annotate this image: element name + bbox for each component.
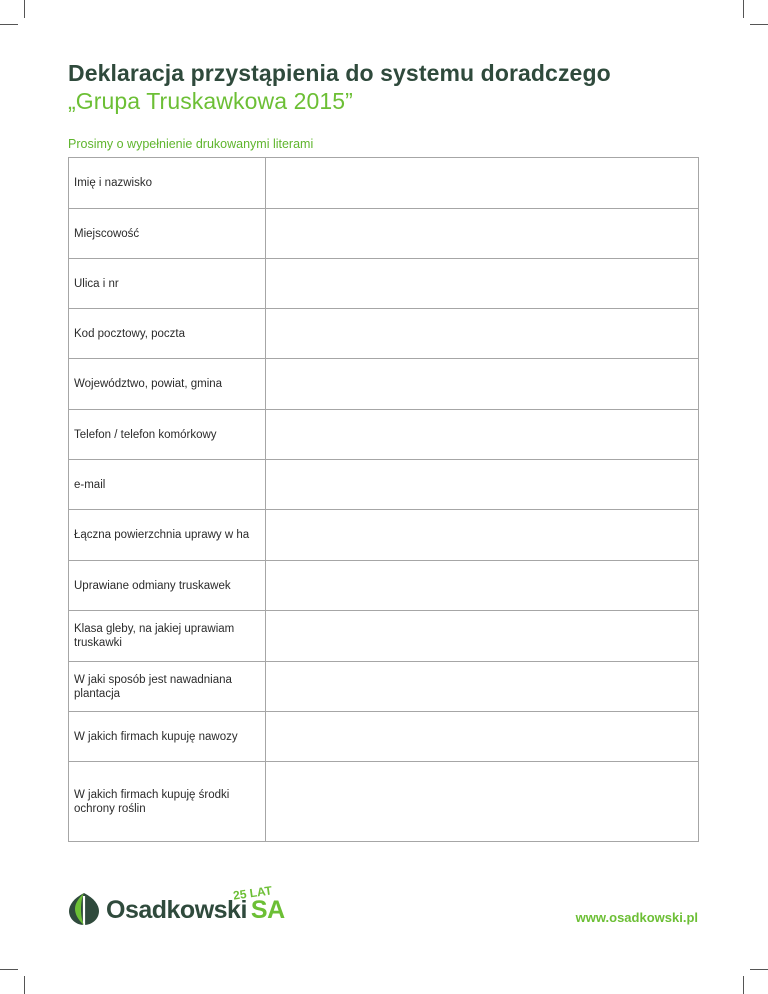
form-field-input[interactable] bbox=[266, 460, 699, 510]
form-field-input[interactable] bbox=[266, 561, 699, 611]
form-field-input[interactable] bbox=[266, 510, 699, 561]
document-subtitle: „Grupa Truskawkowa 2015” bbox=[68, 88, 353, 114]
company-logo bbox=[68, 882, 285, 930]
form-row bbox=[69, 460, 699, 510]
form-field-label: Klasa gleby, na jakiej uprawiam truskawki bbox=[69, 611, 266, 662]
form-field-input[interactable] bbox=[266, 712, 699, 762]
anniversary-badge: 25 LAT bbox=[232, 883, 273, 903]
crop-mark bbox=[24, 976, 25, 994]
form-field-label: Ulica i nr bbox=[69, 259, 266, 309]
form-field-label: Telefon / telefon komórkowy bbox=[69, 410, 266, 460]
form-row bbox=[69, 510, 699, 561]
form-field-input[interactable] bbox=[266, 309, 699, 359]
form-row bbox=[69, 158, 699, 209]
logo-name: Osadkowski bbox=[106, 896, 247, 924]
form-field-input[interactable] bbox=[266, 762, 699, 842]
website-link[interactable]: www.osadkowski.pl bbox=[575, 910, 698, 925]
crop-mark bbox=[0, 969, 18, 970]
crop-mark bbox=[750, 24, 768, 25]
leaf-icon bbox=[68, 892, 100, 926]
crop-mark bbox=[750, 969, 768, 970]
form-field-label: W jakich firmach kupuję środki ochrony roślin bbox=[69, 762, 266, 842]
form-field-input[interactable] bbox=[266, 359, 699, 410]
form-row bbox=[69, 561, 699, 611]
form-field-input[interactable] bbox=[266, 209, 699, 259]
form-field-label: Miejscowość bbox=[69, 209, 266, 259]
crop-mark bbox=[743, 0, 744, 18]
form-field-label: Uprawiane odmiany truskawek bbox=[69, 561, 266, 611]
form-row bbox=[69, 712, 699, 762]
document-title: Deklaracja przystąpienia do systemu doradczego bbox=[68, 60, 611, 86]
logo-suffix: SA bbox=[250, 896, 285, 924]
form-field-label: e-mail bbox=[69, 460, 266, 510]
form-row bbox=[69, 762, 699, 842]
crop-mark bbox=[24, 0, 25, 18]
form-row bbox=[69, 410, 699, 460]
crop-mark bbox=[743, 976, 744, 994]
form-row bbox=[69, 309, 699, 359]
form-field-label: Imię i nazwisko bbox=[69, 158, 266, 209]
crop-mark bbox=[0, 24, 18, 25]
form-field-label: Województwo, powiat, gmina bbox=[69, 359, 266, 410]
form-field-label: W jaki sposób jest nawadniana plantacja bbox=[69, 662, 266, 712]
form-field-input[interactable] bbox=[266, 410, 699, 460]
instruction-note: Prosimy o wypełnienie drukowanymi literami bbox=[68, 137, 314, 151]
form-field-label: W jakich firmach kupuję nawozy bbox=[69, 712, 266, 762]
form-field-input[interactable] bbox=[266, 158, 699, 209]
form-row bbox=[69, 662, 699, 712]
form-row bbox=[69, 611, 699, 662]
form-field-input[interactable] bbox=[266, 259, 699, 309]
form-row bbox=[69, 259, 699, 309]
form-row bbox=[69, 359, 699, 410]
form-field-label: Łączna powierzchnia uprawy w ha bbox=[69, 510, 266, 561]
form-field-label: Kod pocztowy, poczta bbox=[69, 309, 266, 359]
form-row bbox=[69, 209, 699, 259]
form-field-input[interactable] bbox=[266, 662, 699, 712]
form-field-input[interactable] bbox=[266, 611, 699, 662]
declaration-form-table bbox=[68, 157, 699, 842]
